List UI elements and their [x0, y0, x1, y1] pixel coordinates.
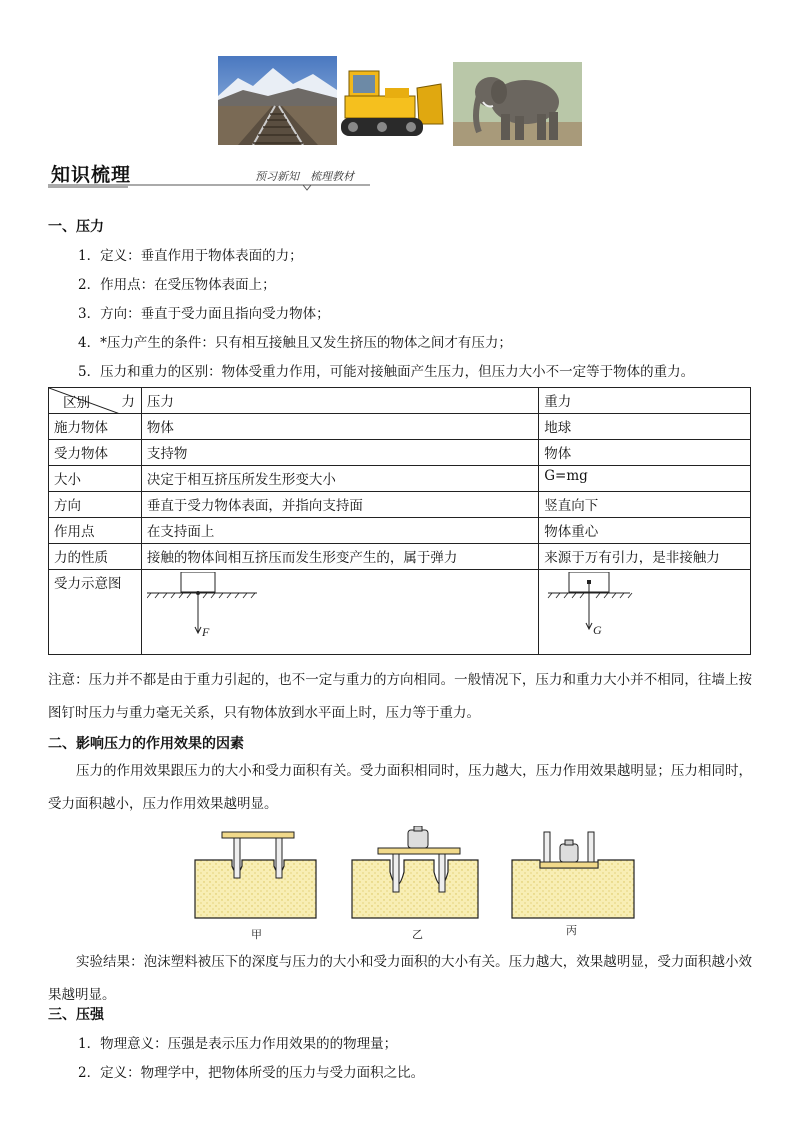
figure-bing: [512, 832, 634, 918]
table-row: [49, 466, 751, 492]
row-label: 受力物体: [49, 440, 142, 466]
figure-label-yi: 乙: [412, 928, 423, 941]
pressure-cell: 决定于相互挤压所发生形变大小: [141, 466, 538, 492]
table-row: [49, 492, 751, 518]
section-heading-bar: [48, 156, 370, 190]
pressure-cell: 支持物: [141, 440, 538, 466]
gravity-diagram-cell: [539, 570, 751, 655]
column-header-pressure: 压力: [141, 388, 538, 414]
pressure-force-diagram: [147, 572, 267, 644]
table-row: [49, 518, 751, 544]
corner-top-label: 力: [121, 394, 135, 410]
section-1-item: 2．作用点：在受压物体表面上；: [78, 277, 276, 293]
gravity-cell: G=mg: [539, 466, 751, 492]
pressure-cell: 物体: [141, 414, 538, 440]
gravity-cell: 地球: [539, 414, 751, 440]
figure-label-jia: 甲: [251, 928, 262, 941]
table-row-diagram: [49, 570, 751, 655]
section-3-item: 1．物理意义：压强是表示压力作用效果的的物理量；: [78, 1036, 398, 1052]
section-1-title: 一、压力: [48, 219, 104, 235]
gravity-cell: 竖直向下: [539, 492, 751, 518]
gravity-force-diagram: [544, 572, 634, 644]
section-1-item: 5．压力和重力的区别：物体受重力作用，可能对接触面产生压力，但压力大小不一定等于物体的重力。: [78, 364, 695, 380]
column-header-gravity: 重力: [539, 388, 751, 414]
figure-jia: [195, 832, 316, 918]
elephant-photo: [453, 62, 582, 146]
row-label: 方向: [49, 492, 142, 518]
row-label: 施力物体: [49, 414, 142, 440]
gravity-cell: 物体重心: [539, 518, 751, 544]
section-1-item: 3．方向：垂直于受力面且指向受力物体；: [78, 306, 330, 322]
table-row: [49, 414, 751, 440]
gravity-cell: 来源于万有引力，是非接触力: [539, 544, 751, 570]
bulldozer-photo: [337, 66, 452, 146]
pressure-cell: 垂直于受力物体表面，并指向支持面: [141, 492, 538, 518]
note-paragraph: 注意：压力并不都是由于重力引起的，也不一定与重力的方向相同。一般情况下，压力和重力大小并不相同，往墙上按图钉时压力与重力毫无关系，只有物体放到水平面上时，压力等于重力。: [48, 672, 752, 721]
section-1-item: 1．定义：垂直作用于物体表面的力；: [78, 248, 303, 264]
pressure-gravity-table: [48, 387, 751, 655]
pressure-cell: 在支持面上: [141, 518, 538, 544]
experiment-result: 实验结果：泡沫塑料被压下的深度与压力的大小和受力面积的大小有关。压力越大，效果越明显，受力面积越小效果越明显。: [48, 954, 752, 1003]
row-label: 大小: [49, 466, 142, 492]
section-2-title: 二、影响压力的作用效果的因素: [48, 736, 244, 752]
table-corner-cell: [49, 388, 142, 414]
gravity-cell: 物体: [539, 440, 751, 466]
page-title: 知识梳理: [51, 164, 132, 186]
pressure-cell: 接触的物体间相互挤压而发生形变产生的，属于弹力: [141, 544, 538, 570]
heading-subtitle: 预习新知 梳理教材: [255, 170, 354, 183]
force-g-label: G: [593, 623, 602, 637]
figure-yi: [352, 826, 478, 918]
row-label: 作用点: [49, 518, 142, 544]
table-row: [49, 440, 751, 466]
force-f-label: F: [201, 625, 210, 639]
row-label: 受力示意图: [49, 570, 142, 655]
corner-bottom-label: 区别: [63, 395, 90, 411]
pressure-diagram-cell: [141, 570, 538, 655]
section-1-item: 4．*压力产生的条件：只有相互接触且又发生挤压的物体之间才有压力；: [78, 335, 512, 351]
figure-label-bing: 丙: [566, 924, 577, 937]
section-2-text: 压力的作用效果跟压力的大小和受力面积有关。受力面积相同时，压力越大，压力作用效果越明显；压力相同时，受力面积越小，压力作用效果越明显。: [48, 763, 752, 812]
section-3-item: 2．定义：物理学中，把物体所受的压力与受力面积之比。: [78, 1065, 425, 1081]
foam-experiment-figure: [190, 826, 640, 944]
section-3-title: 三、压强: [48, 1007, 104, 1023]
table-row: [49, 544, 751, 570]
railway-mountain-photo: [218, 56, 337, 145]
row-label: 力的性质: [49, 544, 142, 570]
